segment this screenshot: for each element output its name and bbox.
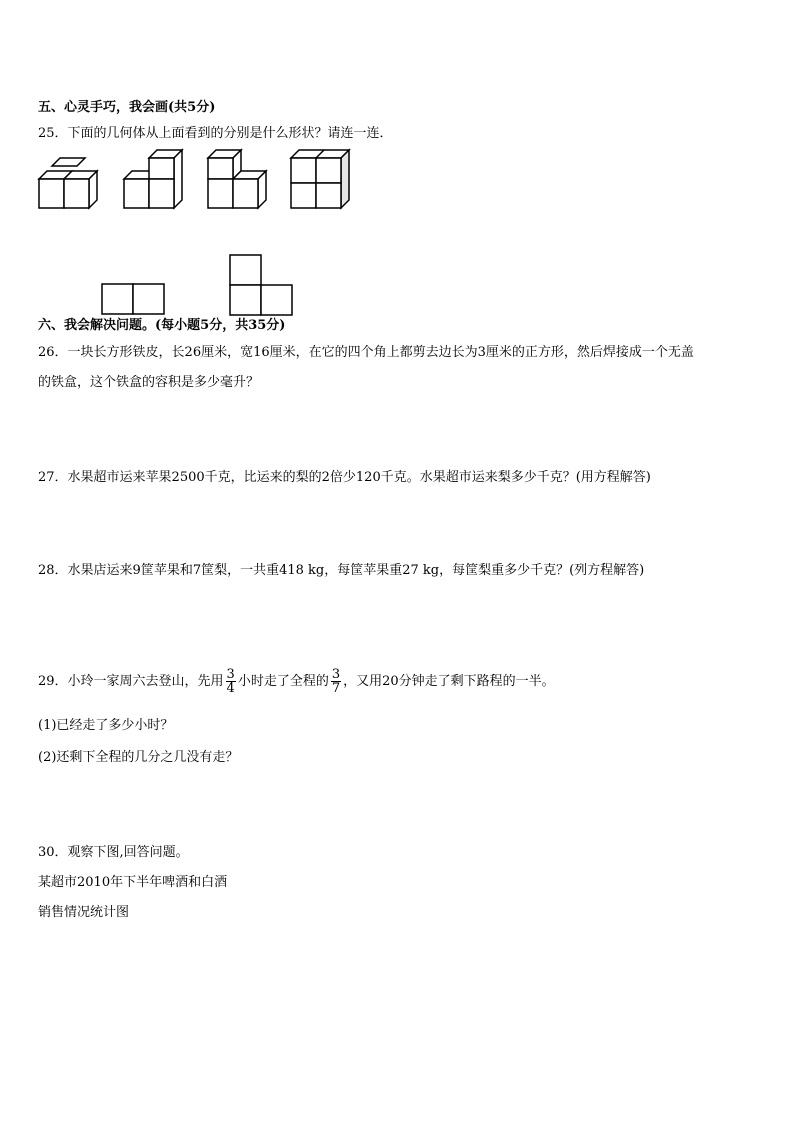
chart-title-line1: 某超市2010年下半年啤酒和白酒 <box>38 875 228 890</box>
cube-stack-4-icon <box>288 148 352 210</box>
question-26-line1: 26．一块长方形铁皮，长26厘米，宽16厘米，在它的四个角上都剪去边长为3厘米的正方形，然后焊接成一个无盖 <box>38 345 694 360</box>
cube-stack-1-icon <box>36 148 100 210</box>
question-25: 25．下面的几何体从上面看到的分别是什么形状？请连一连． <box>38 126 393 141</box>
section6-heading: 六、我会解决问题。(每小题5分，共35分) <box>38 318 286 333</box>
question-28: 28．水果店运来9筐苹果和7筐梨，一共重418 kg，每筐苹果重27 kg，每筐梨重多少千克？(列方程解答) <box>38 563 645 578</box>
question-29-sub1: (1)已经走了多少小时？ <box>38 718 174 733</box>
fraction-three-sevenths: $\frac{3}{7}$ <box>331 667 341 696</box>
top-view-l-shape-icon <box>228 253 294 317</box>
cube-stack-2-icon <box>120 148 186 210</box>
question-30: 30．观察下图,回答问题。 <box>38 845 189 860</box>
question-29-part2: 小时走了全程的 <box>237 674 329 689</box>
question-29-part1: 29．小玲一家周六去登山，先用 <box>38 674 224 689</box>
question-27: 27．水果超市运来苹果2500千克，比运来的梨的2倍少120千克。水果超市运来梨多少千克？(用方程解答) <box>38 470 651 485</box>
question-29-part3: ，又用20分钟走了剩下路程的一半。 <box>343 674 555 689</box>
top-view-two-squares-icon <box>100 282 166 316</box>
fraction-three-quarters: $\frac{3}{4}$ <box>226 667 235 696</box>
chart-title-line2: 销售情况统计图 <box>38 905 130 920</box>
question-29 <box>38 667 555 697</box>
section5-heading: 五、心灵手巧，我会画(共5分) <box>38 100 216 115</box>
cube-stack-3-icon <box>204 148 270 210</box>
question-26-line2: 的铁盒，这个铁盒的容积是多少毫升？ <box>38 375 260 390</box>
question-29-sub2: (2)还剩下全程的几分之几没有走？ <box>38 750 239 765</box>
